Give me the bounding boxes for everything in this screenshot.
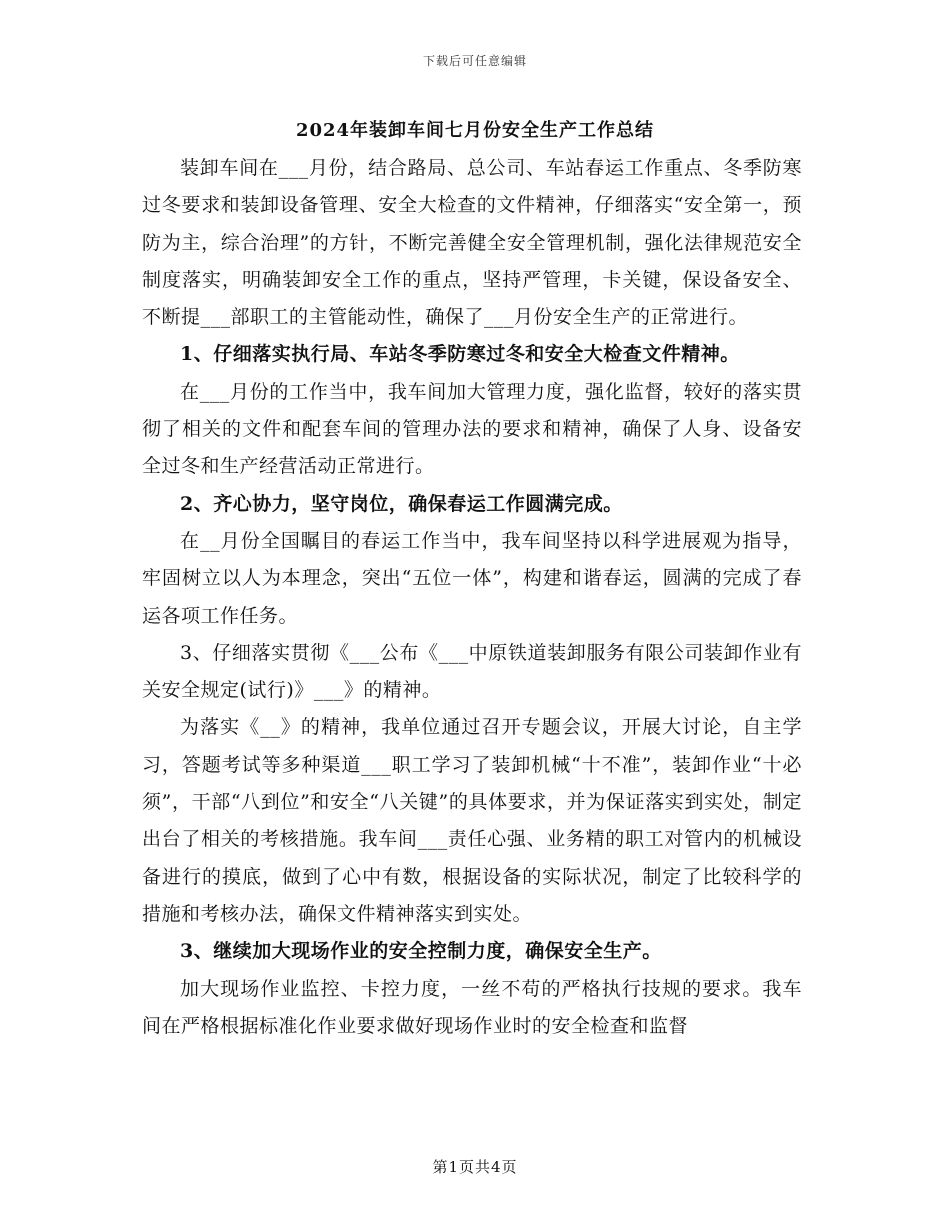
document-title: 2024年装卸车间七月份安全生产工作总结 xyxy=(295,120,655,141)
header-note: 下载后可任意编辑 xyxy=(422,54,527,68)
paragraph-section-1: 在___月份的工作当中，我车间加大管理力度，强化监督，较好的落实贯彻了相关的文件和配套车间的管理办法的要求和精神，确保了人身、设备安全过冬和生产经营活动正常进行。 xyxy=(142,380,802,478)
document-body xyxy=(142,150,802,1045)
page-footer: 第1页共4页 xyxy=(432,1158,518,1176)
paragraph-intro: 装卸车间在___月份，结合路局、总公司、车站春运工作重点、冬季防寒过冬要求和装卸设备管理、安全大检查的文件精神，仔细落实“安全第一，预防为主，综合治理”的方针，不断完善健全安全管理机制，强化法律规范安全制度落实，明确装卸安全工作的重点，坚持严管理，卡关键，保设备安全、不断提___部职工的主管能动性，确保了___月份安全生产的正常进行。 xyxy=(142,157,802,329)
section-heading-3b: 3、继续加大现场作业的安全控制力度，确保安全生产。 xyxy=(180,940,662,963)
section-heading-2: 2、齐心协力，坚守岗位，确保春运工作圆满完成。 xyxy=(180,492,623,515)
paragraph-section-3a: 为落实《__》的精神，我单位通过召开专题会议，开展大讨论，自主学习，答题考试等多种渠道___职工学习了装卸机械“十不准”，装卸作业“十必须”，干部“八到位”和安全“八关键”的具体要求，并为保证落实到实处，制定出台了相关的考核措施。我车间___责任心强、业务精的职工对管内的机械设备进行的摸底，做到了心中有数，根据设备的实际状况，制定了比较科学的措施和考核办法，确保文件精神落实到实处。 xyxy=(142,716,802,925)
section-heading-1: 1、仔细落实执行局、车站冬季防寒过冬和安全大检查文件精神。 xyxy=(180,343,740,366)
paragraph-section-3b: 加大现场作业监控、卡控力度，一丝不苟的严格执行技规的要求。我车间在严格根据标准化作业要求做好现场作业时的安全检查和监督 xyxy=(142,977,802,1037)
paragraph-section-2: 在__月份全国瞩目的春运工作当中，我车间坚持以科学进展观为指导，牢固树立以人为本理念，突出“五位一体”，构建和谐春运，圆满的完成了春运各项工作任务。 xyxy=(142,529,802,627)
section-heading-3a: 3、仔细落实贯彻《___公布《___中原铁道装卸服务有限公司装卸作业有关安全规定(试行)》___》的精神。 xyxy=(142,641,802,702)
